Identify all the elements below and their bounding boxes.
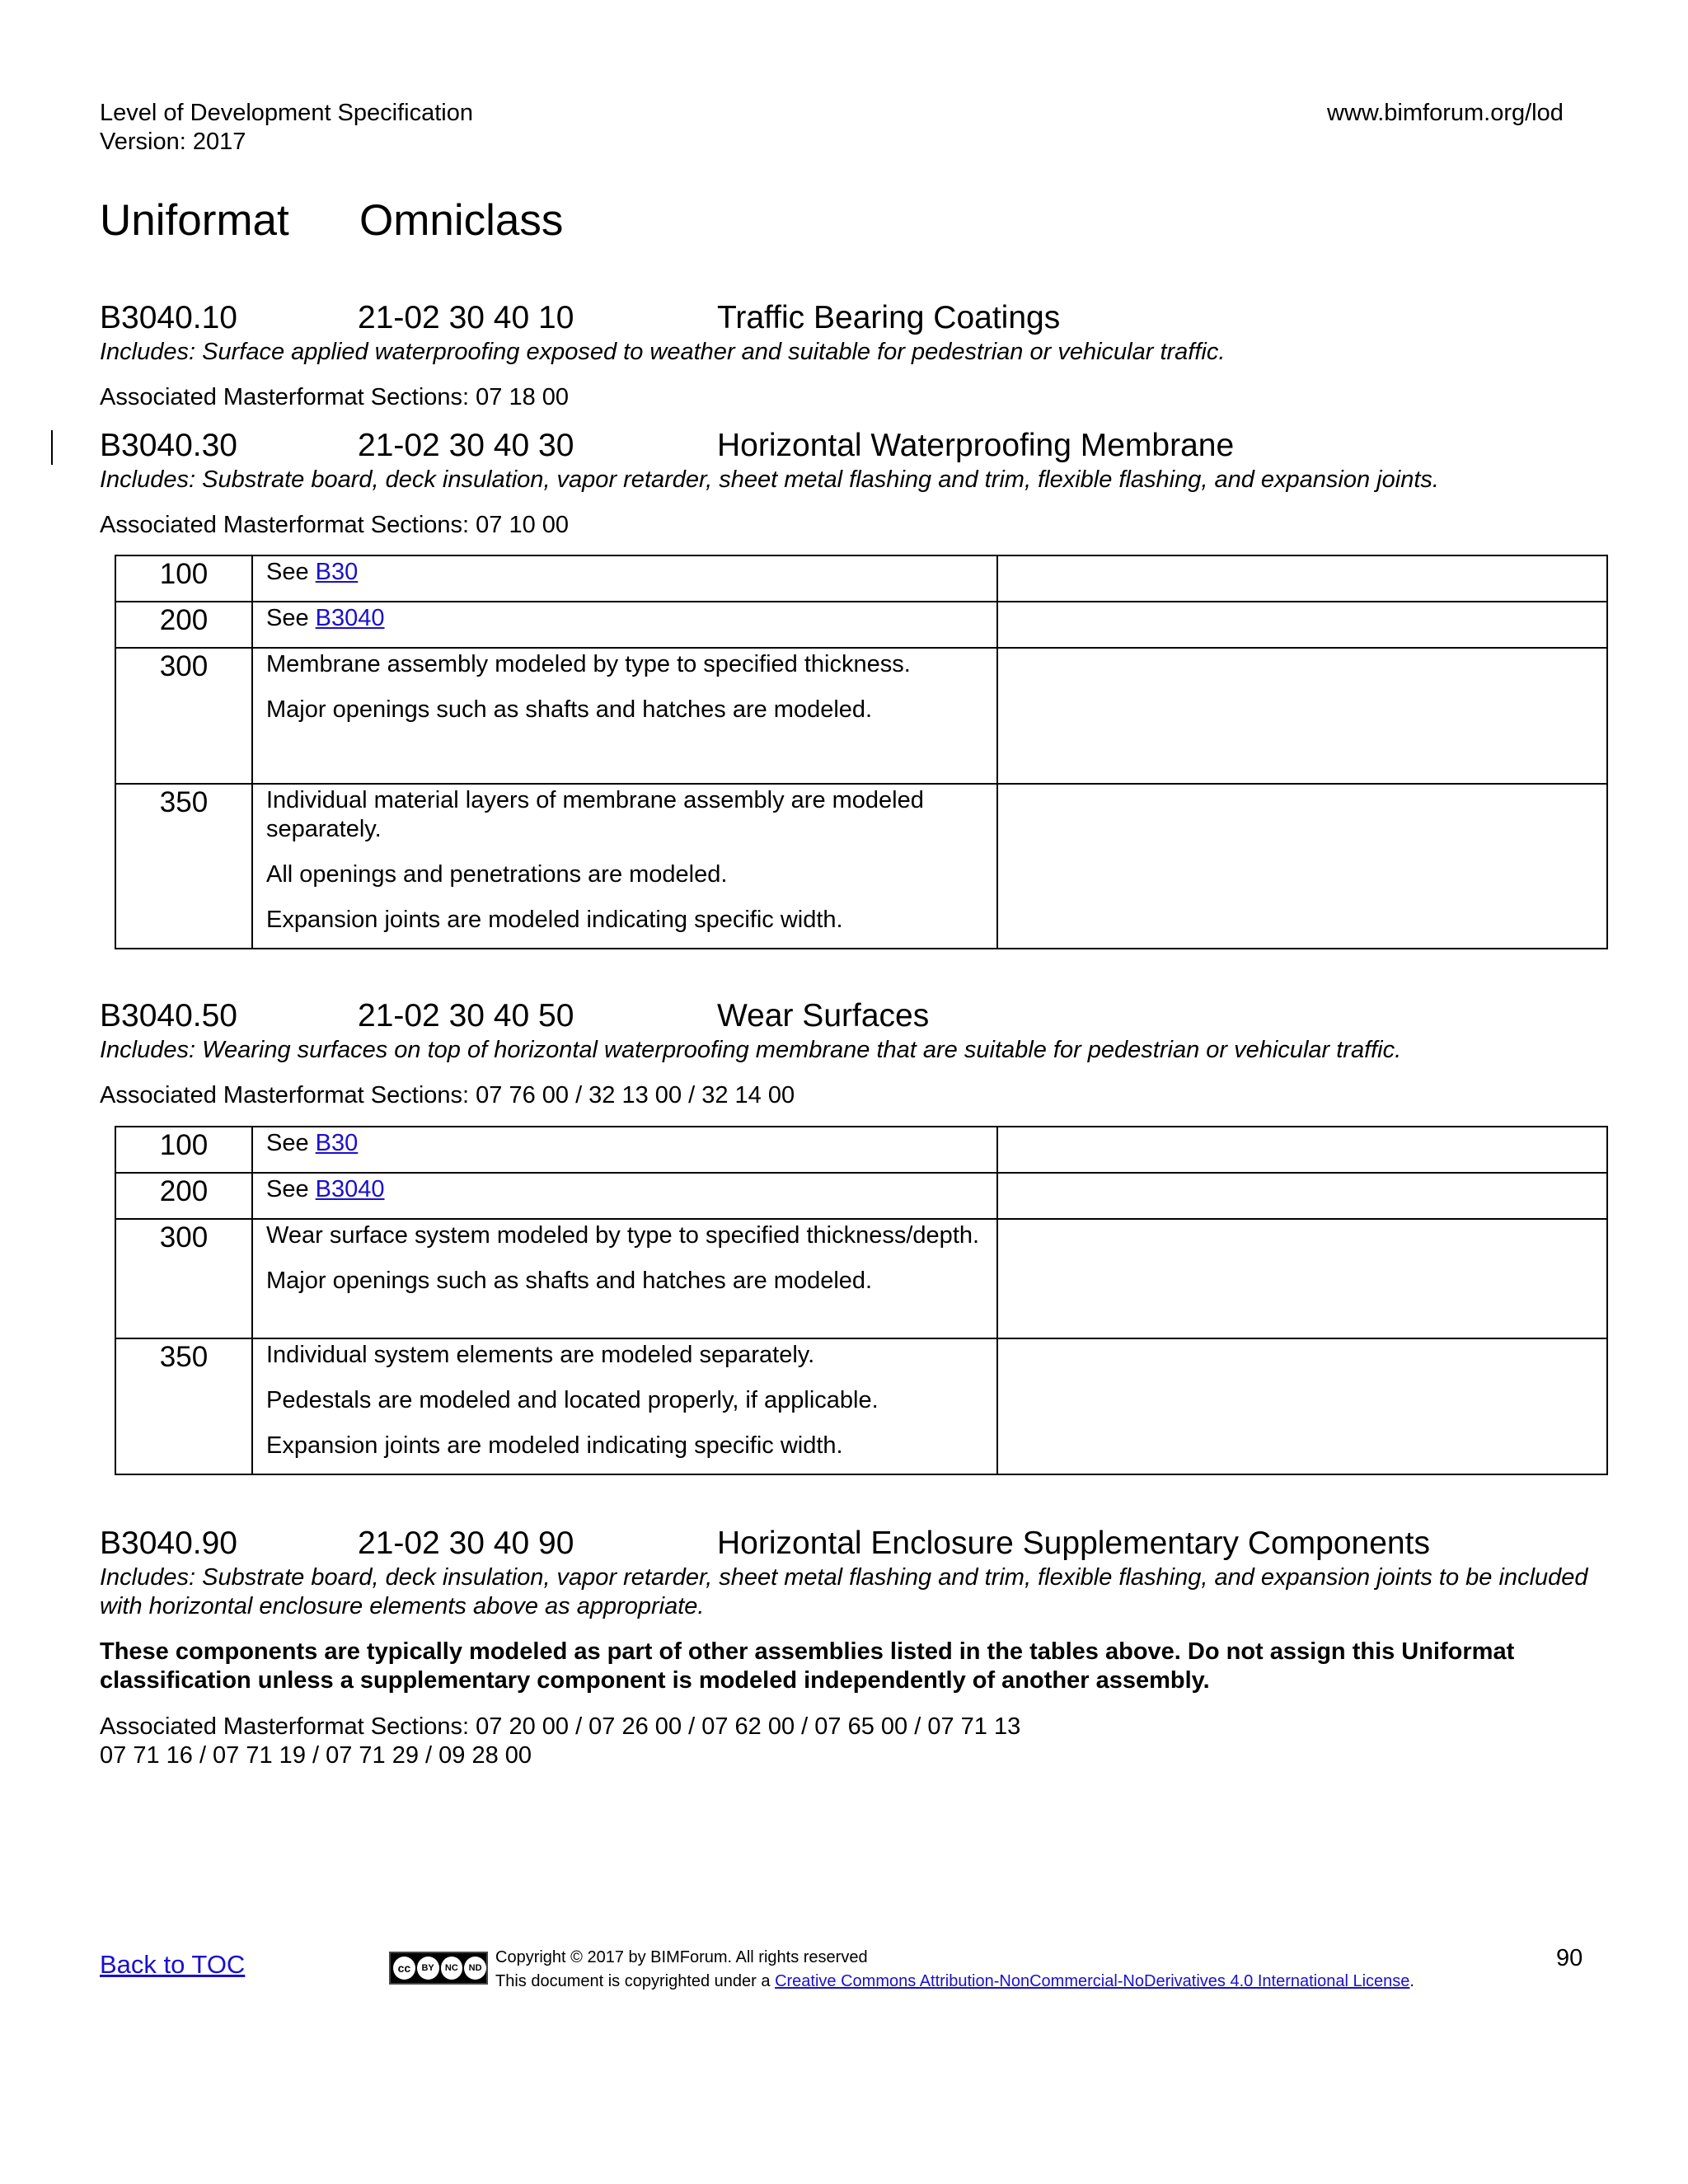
b3040-link[interactable]: B3040 (315, 1176, 385, 1202)
includes-text: Includes: Substrate board, deck insulation, vapor retarder, sheet metal flashing and trim, flexible flashing, and expansion joints. (100, 466, 1439, 493)
lod-level: 300 (115, 1219, 252, 1338)
b3040-link[interactable]: B3040 (315, 605, 385, 631)
doc-version: Version: 2017 (100, 129, 246, 155)
omniclass-code: 21-02 30 40 90 (358, 1526, 574, 1561)
header-left (100, 99, 473, 157)
nd-icon: ND (464, 1957, 486, 1980)
lod-line: Individual system elements are modeled separately. (266, 1342, 815, 1368)
table-row (115, 555, 1607, 602)
table-row (115, 1173, 1607, 1219)
table-row (115, 1219, 1607, 1338)
masterformat-sections-continued: 07 71 16 / 07 71 19 / 07 71 29 / 09 28 00 (100, 1742, 532, 1769)
table-row (115, 1127, 1607, 1173)
lod-table (115, 1126, 1608, 1475)
see-text: See (266, 559, 316, 585)
doc-title: Level of Development Specification (100, 100, 473, 126)
lod-line: Individual material layers of membrane assembly are modeled separately. (266, 787, 924, 842)
license-suffix: . (1409, 1972, 1414, 1990)
masterformat-sections: Associated Masterformat Sections: 07 76 00 / 32 13 00 / 32 14 00 (100, 1082, 795, 1108)
lod-table (115, 555, 1608, 949)
lod-notes-cell (997, 555, 1607, 602)
lod-notes-cell (997, 1173, 1607, 1219)
lod-level: 100 (115, 555, 252, 602)
copyright-text: Copyright © 2017 by BIMForum. All rights reserved (495, 1948, 868, 1966)
lod-description (252, 1219, 997, 1338)
lod-description (252, 784, 997, 949)
lod-notes-cell (997, 602, 1607, 648)
section-title: Horizontal Enclosure Supplementary Components (717, 1526, 1430, 1561)
lod-notes-cell (997, 1338, 1607, 1474)
uniformat-heading: Uniformat (100, 196, 289, 245)
lod-description (252, 555, 997, 602)
omniclass-code: 21-02 30 40 10 (358, 300, 574, 335)
lod-notes-cell (997, 1127, 1607, 1173)
uniformat-code: B3040.10 (100, 300, 237, 335)
masterformat-sections: Associated Masterformat Sections: 07 10 00 (100, 512, 570, 538)
lod-description (252, 1338, 997, 1474)
see-text: See (266, 1130, 316, 1156)
table-row (115, 1338, 1607, 1474)
see-text: See (266, 605, 316, 631)
lod-level: 200 (115, 602, 252, 648)
b30-link[interactable]: B30 (315, 559, 359, 585)
lod-description (252, 648, 997, 784)
lod-line: All openings and penetrations are modeled. (266, 861, 728, 888)
section-title: Traffic Bearing Coatings (717, 300, 1061, 335)
uniformat-code: B3040.90 (100, 1526, 237, 1561)
omniclass-code: 21-02 30 40 30 (358, 428, 574, 463)
lod-level: 200 (115, 1173, 252, 1219)
lod-level: 100 (115, 1127, 252, 1173)
uniformat-code: B3040.50 (100, 998, 237, 1033)
license-link[interactable]: Creative Commons Attribution-NonCommercial-NoDerivatives 4.0 International License (775, 1972, 1410, 1990)
classification-note: These components are typically modeled as part of other assemblies listed in the tables above. Do not assign this Uniformat classification unless a supplementary component is modeled independently of another assembly. (100, 1638, 1515, 1694)
nc-icon: NC (441, 1957, 463, 1980)
masterformat-sections: Associated Masterformat Sections: 07 18 00 (100, 384, 570, 410)
see-text: See (266, 1176, 316, 1202)
lod-description (252, 1173, 997, 1219)
lod-level: 350 (115, 1338, 252, 1474)
lod-description (252, 602, 997, 648)
back-to-toc-link[interactable]: Back to TOC (100, 1950, 246, 1979)
lod-line: Membrane assembly modeled by type to specified thickness. (266, 651, 911, 677)
lod-notes-cell (997, 1219, 1607, 1338)
includes-text: Includes: Wearing surfaces on top of horizontal waterproofing membrane that are suitable for pedestrian or vehicular traffic. (100, 1037, 1402, 1063)
license-text (495, 1970, 1414, 1994)
creative-commons-icon (389, 1952, 488, 1985)
license-prefix: This document is copyrighted under a (495, 1972, 776, 1990)
lod-line: Pedestals are modeled and located properly, if applicable. (266, 1387, 879, 1413)
lod-description (252, 1127, 997, 1173)
copyright-block (495, 1946, 1414, 1994)
lod-level: 300 (115, 648, 252, 784)
section-title: Wear Surfaces (717, 998, 930, 1033)
lod-notes-cell (997, 648, 1607, 784)
lod-line: Expansion joints are modeled indicating specific width. (266, 1432, 843, 1459)
lod-notes-cell (997, 784, 1607, 949)
lod-level: 350 (115, 784, 252, 949)
by-icon: BY (417, 1957, 439, 1980)
includes-text: Includes: Substrate board, deck insulation, vapor retarder, sheet metal flashing and trim, flexible flashing, and expansion joints to be included with horizontal enclosure elements above as appropriate. (100, 1564, 1588, 1619)
page-number: 90 (1556, 1945, 1583, 1971)
lod-line: Expansion joints are modeled indicating specific width. (266, 907, 843, 933)
table-row (115, 648, 1607, 784)
omniclass-heading: Omniclass (359, 196, 564, 245)
header-url: www.bimforum.org/lod (1327, 100, 1564, 126)
b30-link[interactable]: B30 (315, 1130, 359, 1156)
masterformat-sections: Associated Masterformat Sections: 07 20 00 / 07 26 00 / 07 62 00 / 07 65 00 / 07 71 13 (100, 1713, 1021, 1740)
lod-line: Wear surface system modeled by type to specified thickness/depth. (266, 1222, 980, 1249)
section-title: Horizontal Waterproofing Membrane (717, 428, 1235, 463)
lod-line: Major openings such as shafts and hatches are modeled. (266, 1268, 873, 1294)
omniclass-code: 21-02 30 40 50 (358, 998, 574, 1033)
table-row (115, 784, 1607, 949)
uniformat-code: B3040.30 (100, 428, 237, 463)
cc-icon: cc (393, 1957, 415, 1980)
revision-change-bar (51, 430, 53, 465)
table-row (115, 602, 1607, 648)
lod-line: Major openings such as shafts and hatches are modeled. (266, 696, 873, 723)
includes-text: Includes: Surface applied waterproofing exposed to weather and suitable for pedestrian or vehicular traffic. (100, 339, 1226, 365)
